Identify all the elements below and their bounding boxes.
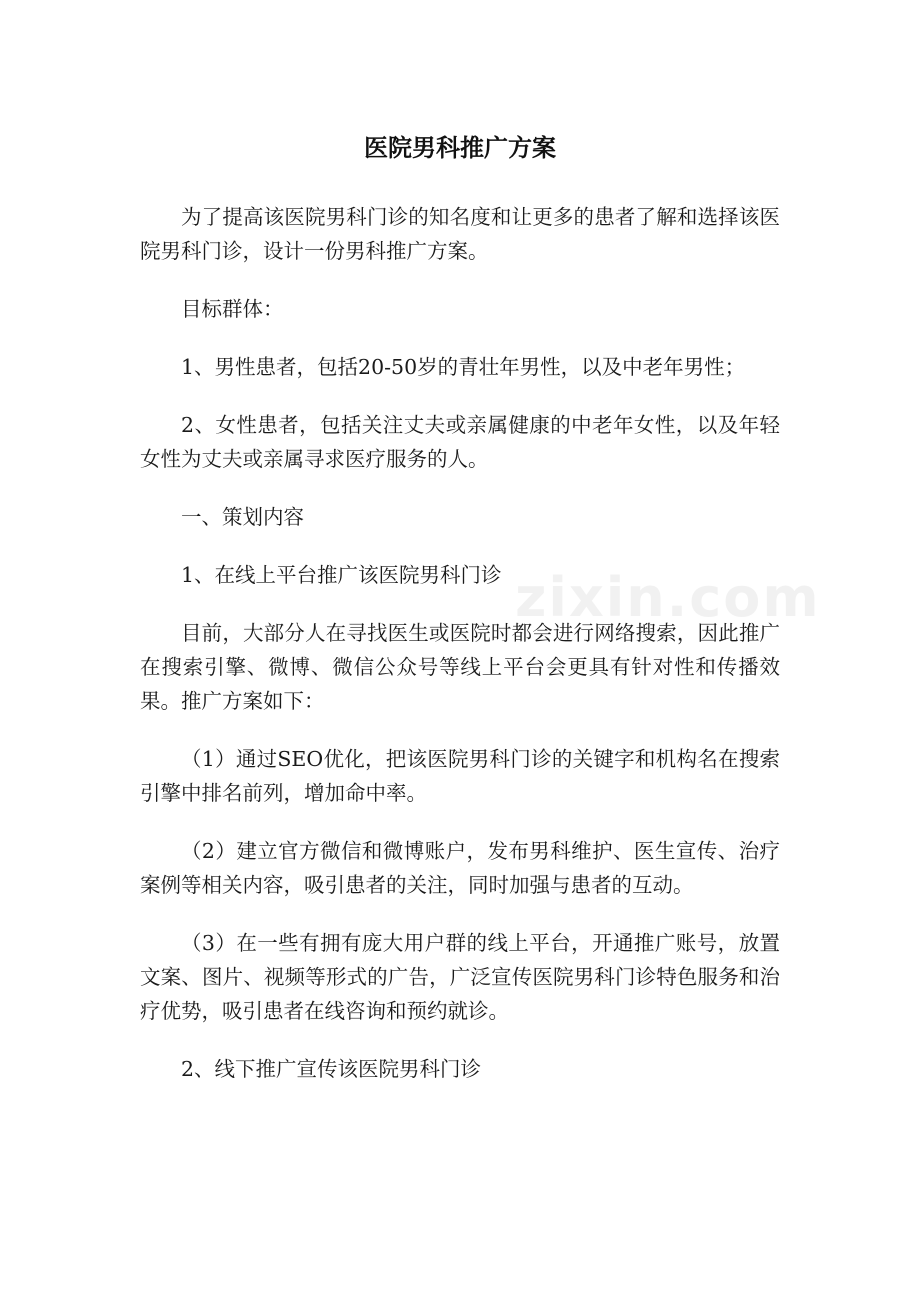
paragraph-section-planning: 一、策划内容	[181, 505, 304, 529]
watermark-logo: zixin.com	[515, 566, 821, 629]
paragraph-online-intro: 目前，大部分人在寻找医生或医院时都会进行网络搜索，因此推广在搜索引擎、微博、微信公众号等线上平台会更具有针对性和传播效果。推广方案如下：	[140, 621, 780, 713]
paragraph-online-heading: 1、在线上平台推广该医院男科门诊	[181, 563, 502, 587]
paragraph-online-seo: （1）通过SEO优化，把该医院男科门诊的关键字和机构名在搜索引擎中排名前列，增加命中率。	[140, 747, 780, 805]
paragraph-intro: 为了提高该医院男科门诊的知名度和让更多的患者了解和选择该医院男科门诊，设计一份男科推广方案。	[140, 205, 780, 263]
paragraph-target-group-heading: 目标群体：	[181, 297, 284, 321]
document-title: 医院男科推广方案	[364, 134, 556, 162]
paragraph-online-social: （2）建立官方微信和微博账户，发布男科维护、医生宣传、治疗案例等相关内容，吸引患者的关注，同时加强与患者的互动。	[140, 839, 780, 897]
paragraph-target-male: 1、男性患者，包括20-50岁的青壮年男性，以及中老年男性；	[181, 355, 746, 379]
paragraph-target-female: 2、女性患者，包括关注丈夫或亲属健康的中老年女性，以及年轻女性为丈夫或亲属寻求医疗服务的人。	[140, 413, 780, 471]
paragraph-online-ads: （3）在一些有拥有庞大用户群的线上平台，开通推广账号，放置文案、图片、视频等形式的广告，广泛宣传医院男科门诊特色服务和治疗优势，吸引患者在线咨询和预约就诊。	[140, 931, 780, 1023]
document-body	[140, 128, 780, 1110]
paragraph-offline-heading: 2、线下推广宣传该医院男科门诊	[181, 1057, 482, 1081]
